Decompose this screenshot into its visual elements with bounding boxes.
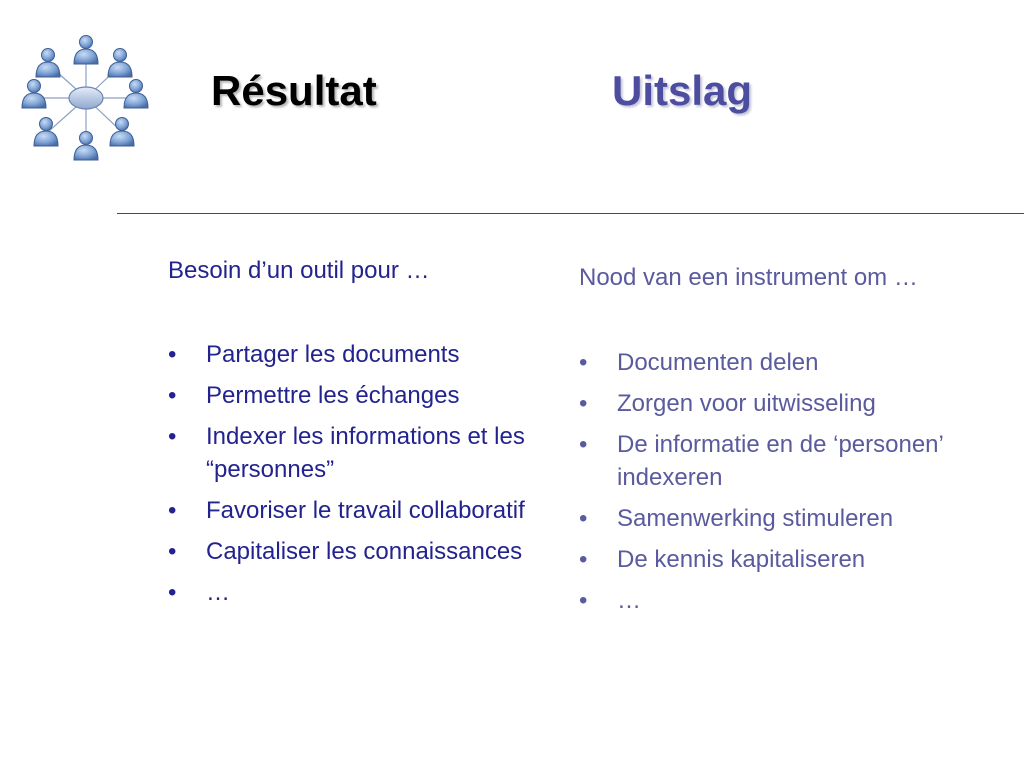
list-item-text: Partager les documents	[206, 341, 460, 368]
french-column	[168, 256, 553, 617]
list-item-text: Favoriser le travail collaboratif	[206, 497, 525, 524]
list-item-text: Zorgen voor uitwisseling	[617, 390, 876, 417]
bullet-icon: •	[579, 431, 588, 458]
network-users-icon	[18, 34, 154, 166]
list-item-text: Capitaliser les connaissances	[206, 538, 523, 565]
list-item	[579, 584, 1009, 617]
list-item	[168, 494, 553, 527]
list-item-text: De informatie en de ‘personen’ indexeren	[617, 431, 943, 491]
list-item	[168, 379, 553, 412]
list-item-text: …	[617, 587, 641, 614]
bullet-icon: •	[168, 341, 177, 368]
list-item-text: Indexer les informations et les “personnes”	[206, 423, 525, 483]
bullet-icon: •	[168, 497, 177, 524]
list-item	[579, 428, 1009, 494]
list-item-text: De kennis kapitaliseren	[617, 546, 866, 573]
bullet-icon: •	[168, 382, 177, 409]
bullet-icon: •	[579, 349, 588, 376]
title-french: Résultat	[211, 67, 377, 114]
list-item	[168, 535, 553, 568]
list-item	[579, 387, 1009, 420]
list-item-text: Documenten delen	[617, 349, 819, 376]
title-dutch: Uitslag	[612, 67, 753, 114]
bullet-icon: •	[579, 390, 588, 417]
dutch-bullet-list	[579, 346, 1009, 617]
list-item-text: Permettre les échanges	[206, 382, 460, 409]
list-item-text: Samenwerking stimuleren	[617, 505, 894, 532]
dutch-intro: Nood van een instrument om …	[579, 264, 918, 291]
bullet-icon: •	[579, 587, 588, 614]
list-item	[579, 543, 1009, 576]
list-item	[168, 338, 553, 371]
list-item	[579, 502, 1009, 535]
bullet-icon: •	[168, 538, 177, 565]
list-item	[168, 420, 553, 486]
french-bullet-list	[168, 338, 553, 609]
french-intro: Besoin d’un outil pour …	[168, 257, 430, 284]
bullet-icon: •	[168, 579, 177, 606]
bullet-icon: •	[168, 423, 177, 450]
bullet-icon: •	[579, 546, 588, 573]
header-divider	[117, 213, 1024, 214]
dutch-column	[579, 263, 1009, 625]
list-item	[579, 346, 1009, 379]
list-item-text: …	[206, 579, 230, 606]
bullet-icon: •	[579, 505, 588, 532]
list-item	[168, 576, 553, 609]
